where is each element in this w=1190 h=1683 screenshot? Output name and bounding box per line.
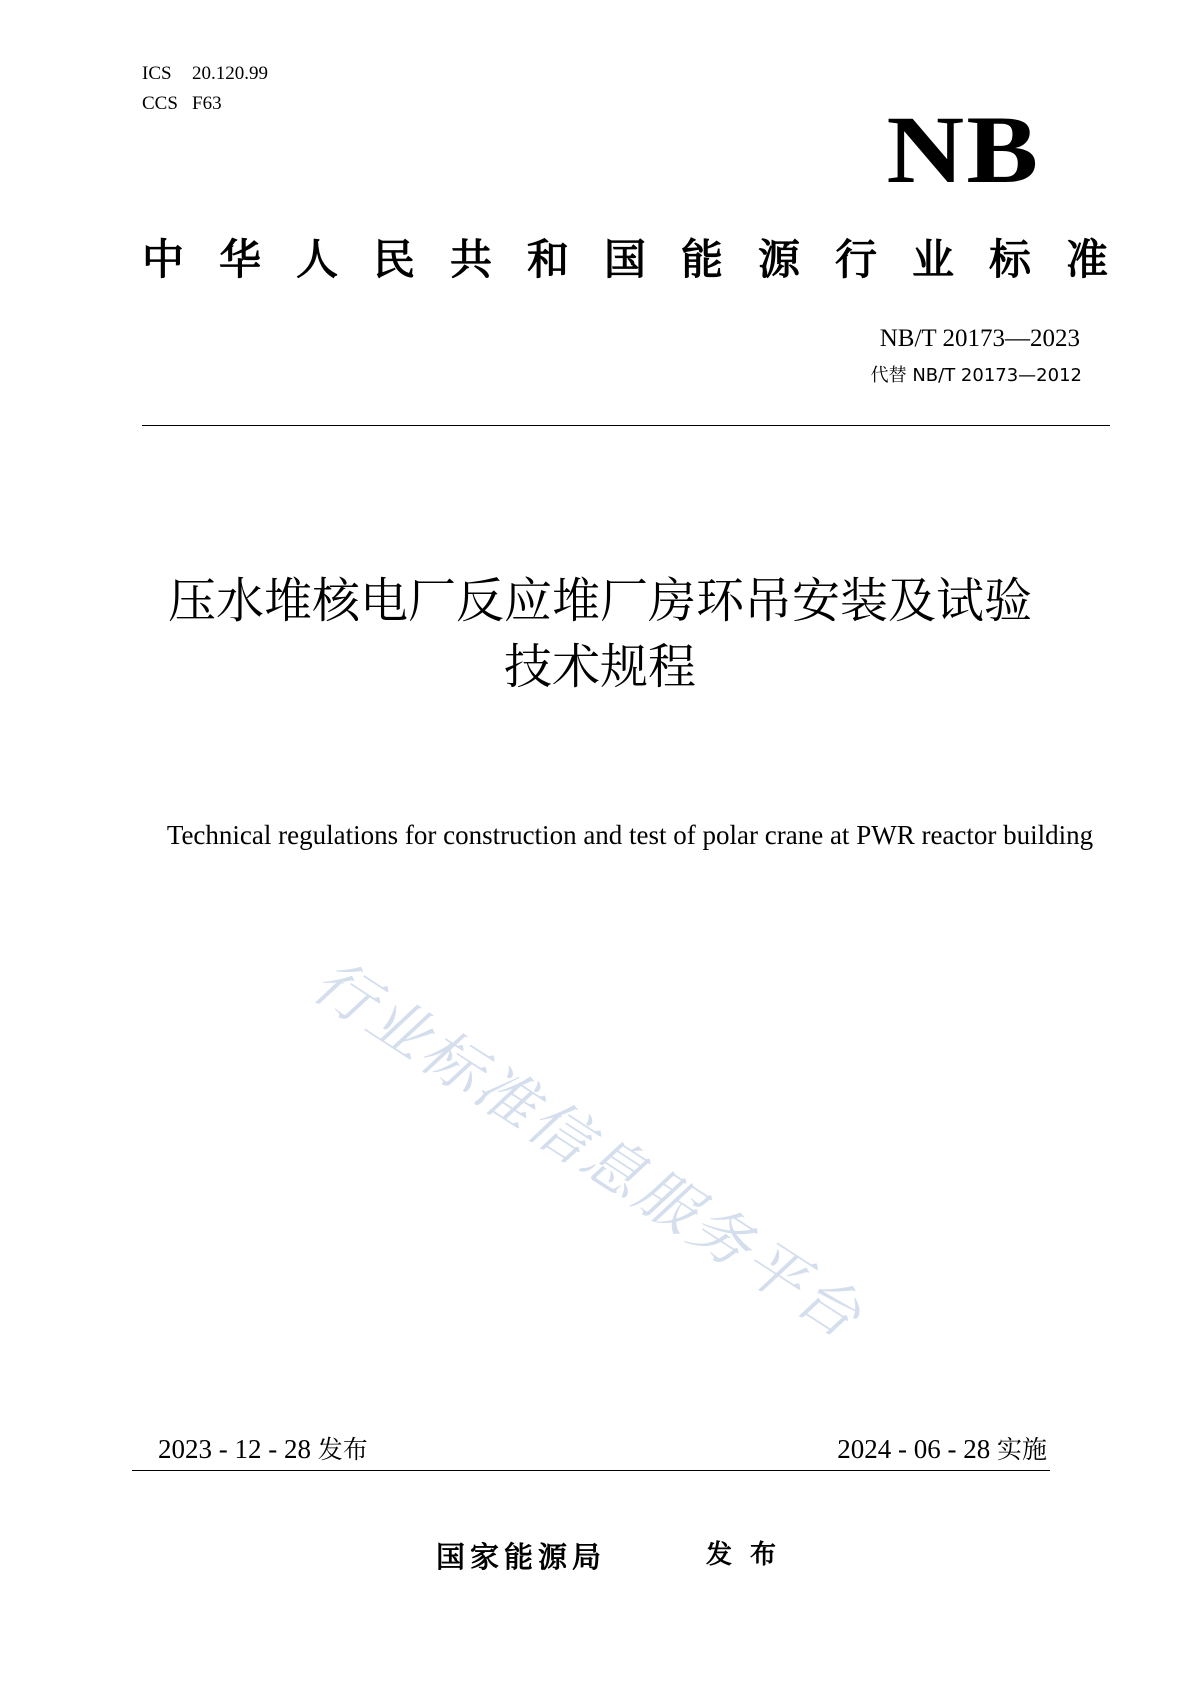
- nb-logo: NB: [886, 96, 1040, 203]
- ics-code: 20.120.99: [192, 63, 268, 84]
- effective-date-label: 实施: [996, 1435, 1047, 1464]
- issue-date-value: 2023 - 12 - 28: [158, 1434, 311, 1464]
- title-chinese: [100, 568, 1100, 700]
- effective-date-value: 2024 - 06 - 28: [837, 1434, 991, 1464]
- ccs-label: CCS: [142, 93, 178, 114]
- replaces-standard: 代替 NB/T 20173—2012: [870, 365, 1082, 386]
- ccs-code: F63: [192, 93, 222, 114]
- effective-date: [837, 1432, 1047, 1467]
- title-english: Technical regulations for construction and test of polar crane at PWR reactor building: [166, 820, 1094, 850]
- issue-date-label: 发布: [317, 1435, 368, 1464]
- footer-divider: [132, 1470, 1050, 1471]
- ics-label: ICS: [142, 63, 172, 84]
- title-chinese-line-1: 压水堆核电厂反应堆厂房环吊安装及试验: [167, 573, 1032, 629]
- standard-number: NB/T 20173—2023: [879, 325, 1080, 352]
- ics-classification: [142, 62, 268, 86]
- header-divider: [142, 425, 1110, 426]
- ccs-classification: [142, 92, 222, 116]
- title-chinese-line-2: 技术规程: [503, 639, 696, 695]
- issue-date: [158, 1432, 368, 1467]
- publisher-name: 国家能源局: [436, 1540, 607, 1574]
- publish-label: 发布: [706, 1540, 795, 1570]
- standard-category: 中华人民共和国能源行业标准: [142, 235, 1144, 284]
- watermark: 行业标准信息服务平台: [300, 946, 876, 1354]
